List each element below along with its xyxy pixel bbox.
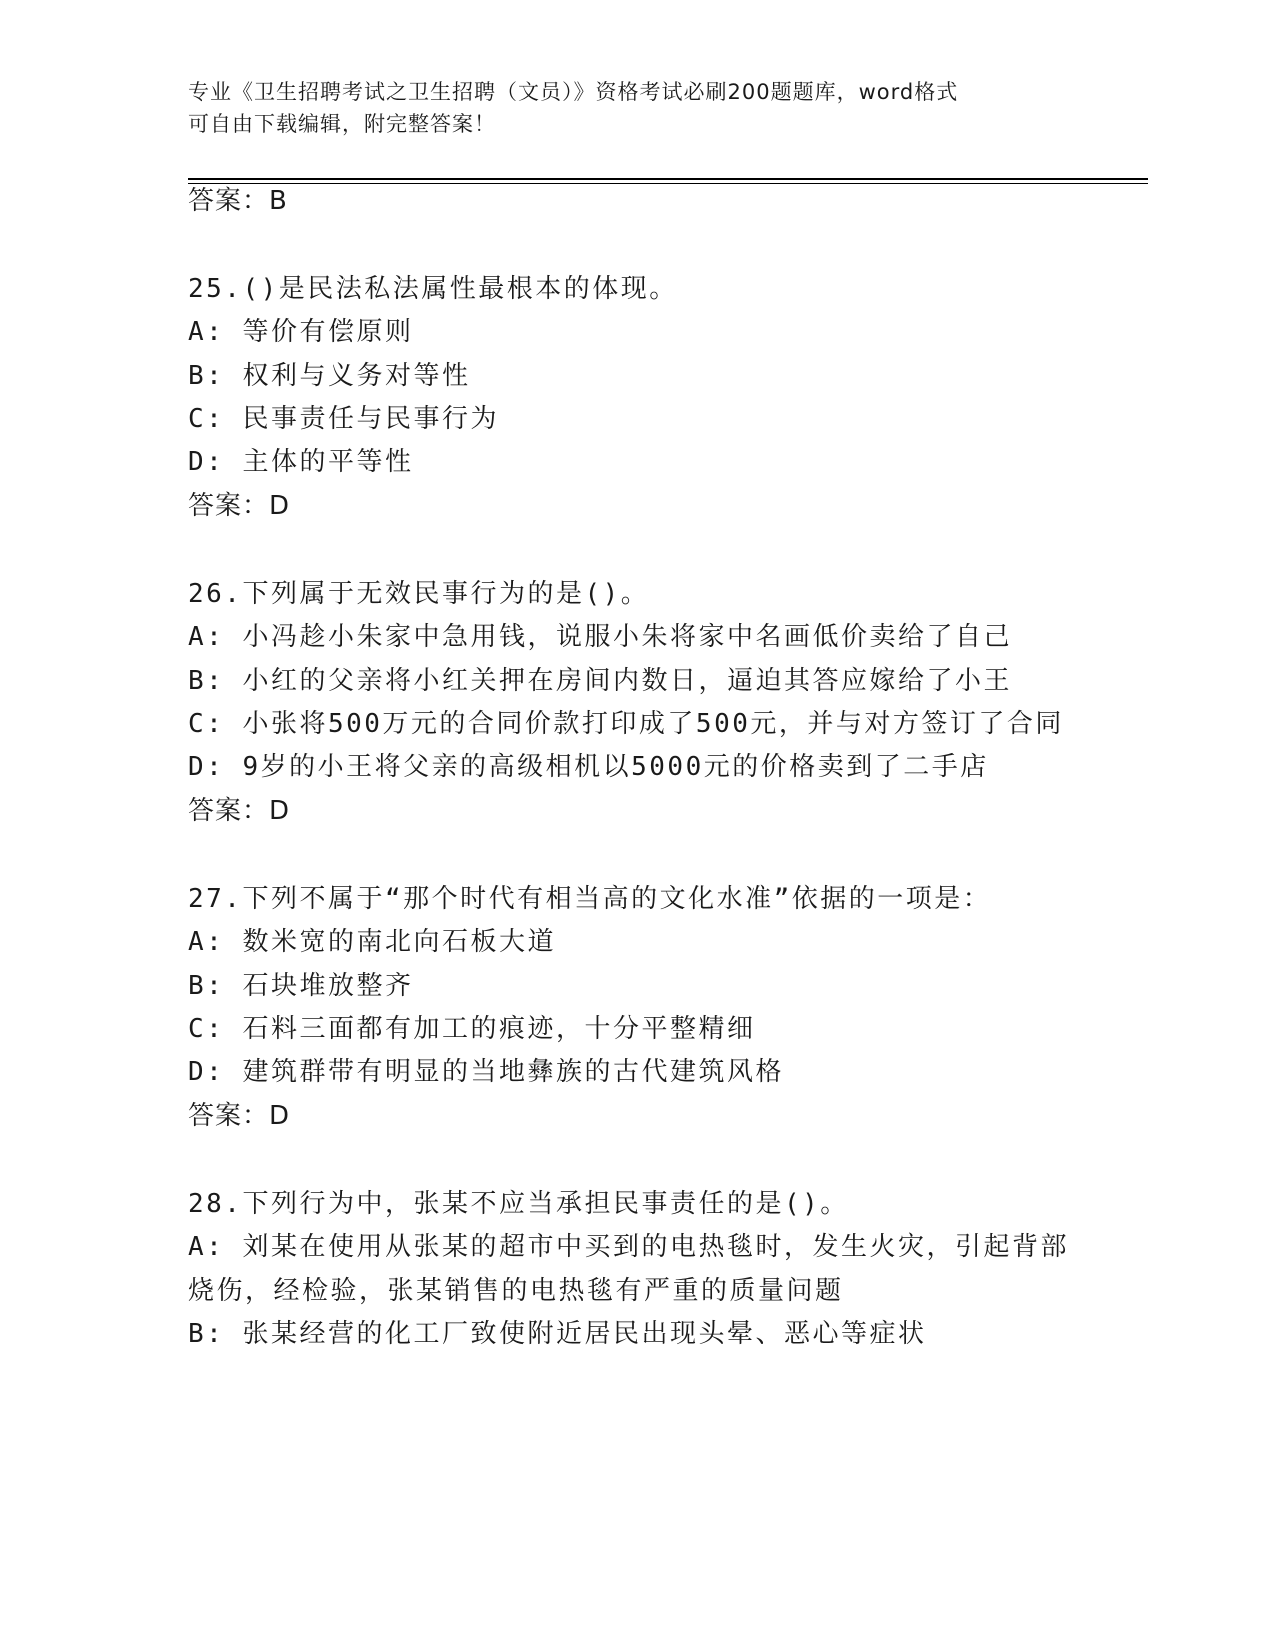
question-27-answer: 答案：D [188,1101,291,1131]
question-28-stem: 28.下列行为中，张某不应当承担民事责任的是()。 [188,1189,849,1219]
question-25-stem: 25.()是民法私法属性最根本的体现。 [188,274,678,304]
question-25-option-b: B: 权利与义务对等性 [188,361,471,391]
header-text [188,76,1068,140]
question-28-option-a-continued: 烧伤，经检验，张某销售的电热毯有严重的质量问题 [188,1276,844,1306]
question-27-option-b: B: 石块堆放整齐 [188,971,414,1001]
question-27-stem: 27.下列不属于“那个时代有相当高的文化水准”依据的一项是： [188,884,992,914]
question-27-option-d: D: 建筑群带有明显的当地彝族的古代建筑风格 [188,1057,784,1087]
prev-answer: 答案：B [188,186,288,216]
question-27-option-c: C: 石料三面都有加工的痕迹，十分平整精细 [188,1014,756,1044]
question-25-option-c: C: 民事责任与民事行为 [188,404,499,434]
header-line-2: 可自由下载编辑，附完整答案！ [188,112,496,136]
question-26-option-c: C: 小张将500万元的合同价款打印成了500元，并与对方签订了合同 [188,709,1064,739]
header-rule-thick [188,178,1148,180]
question-26-option-d: D: 9岁的小王将父亲的高级相机以5000元的价格卖到了二手店 [188,752,989,782]
header-line-1: 专业《卫生招聘考试之卫生招聘（文员）》资格考试必刷200题题库，word格式 [188,80,959,104]
question-25-answer: 答案：D [188,491,291,521]
question-27-option-a: A: 数米宽的南北向石板大道 [188,927,556,957]
question-26-stem: 26.下列属于无效民事行为的是()。 [188,579,650,609]
question-28-option-b: B: 张某经营的化工厂致使附近居民出现头晕、恶心等症状 [188,1319,927,1349]
question-26-answer: 答案：D [188,796,291,826]
question-25-option-a: A: 等价有偿原则 [188,317,414,347]
question-28-option-a: A: 刘某在使用从张某的超市中买到的电热毯时，发生火灾，引起背部 [188,1232,1069,1262]
question-25-option-d: D: 主体的平等性 [188,447,414,477]
question-26-option-a: A: 小冯趁小朱家中急用钱，说服小朱将家中名画低价卖给了自己 [188,622,1012,652]
question-26-option-b: B: 小红的父亲将小红关押在房间内数日，逼迫其答应嫁给了小王 [188,666,1012,696]
header-rule-thin [188,183,1148,184]
